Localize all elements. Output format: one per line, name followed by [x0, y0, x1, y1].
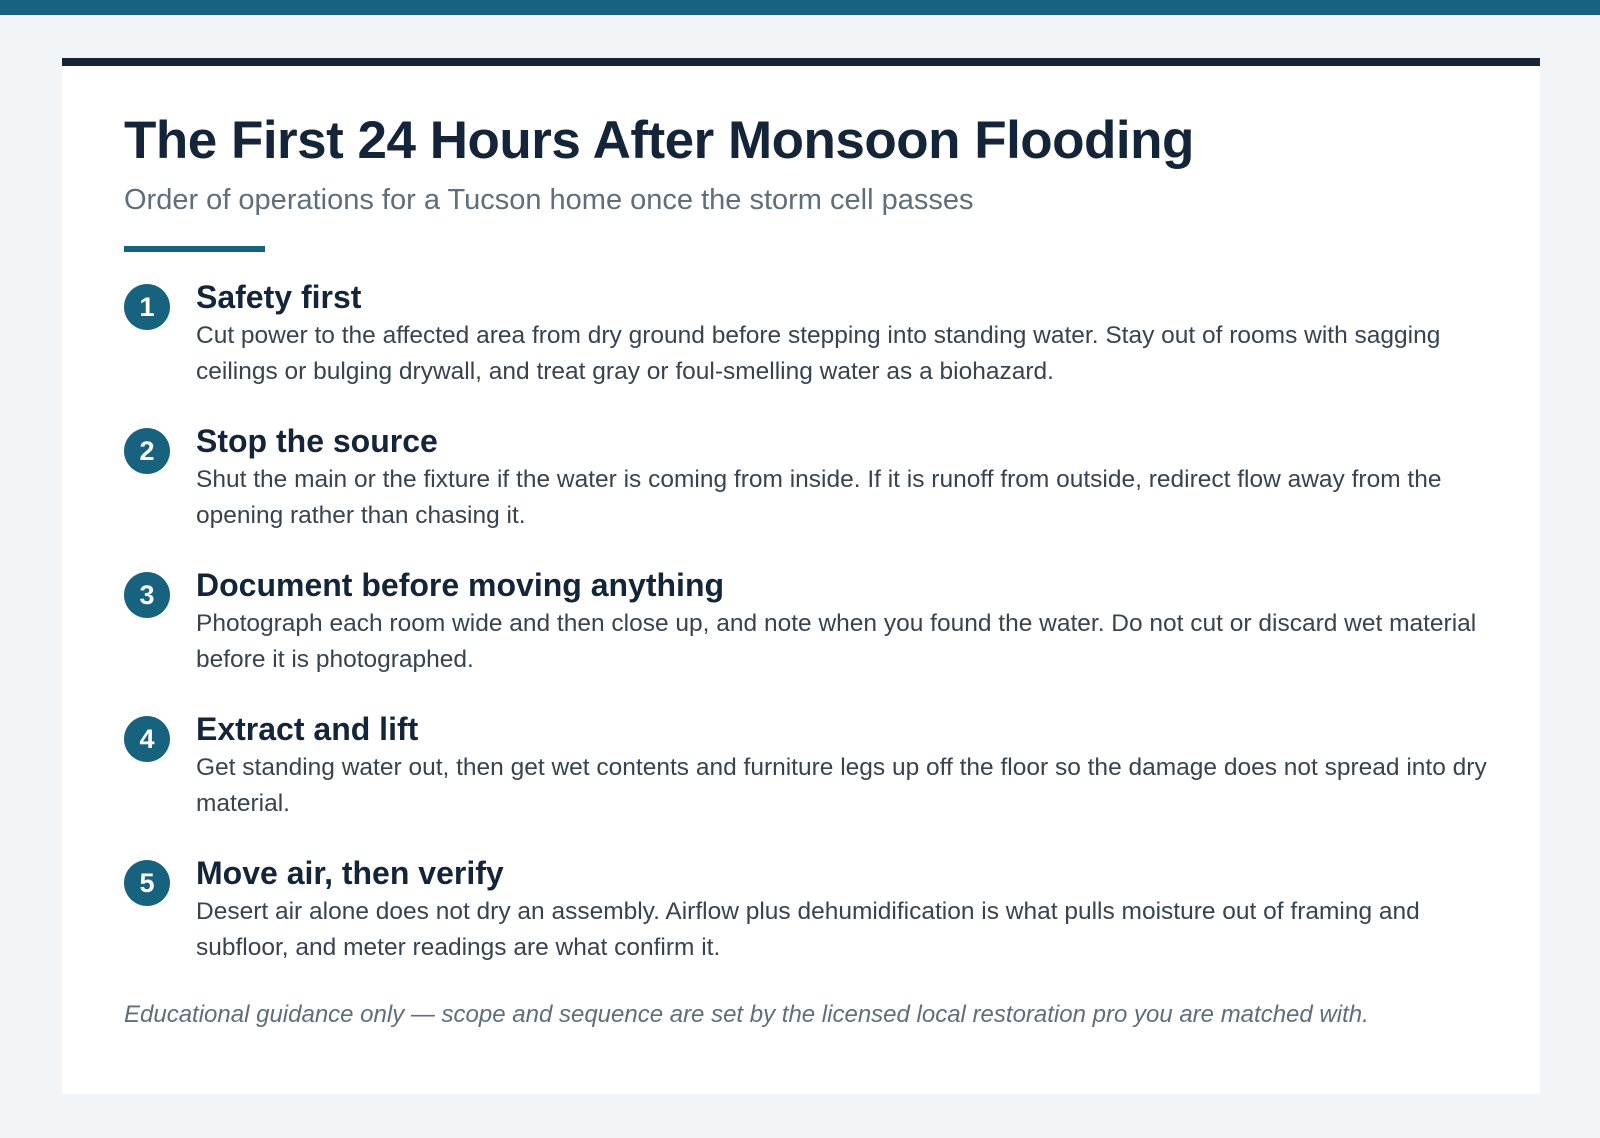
step-title: Document before moving anything [196, 567, 725, 603]
step-item [124, 706, 1487, 850]
step-title: Move air, then verify [196, 855, 504, 891]
step-title: Stop the source [196, 423, 438, 459]
step-item [124, 418, 1484, 562]
step-description: Photograph each room wide and then close up, and note when you found the water. Do not cut or discard wet material before it is photographed. [196, 610, 1477, 673]
step-item [124, 274, 1484, 418]
guide-card [62, 58, 1540, 1094]
step-number-badge: 2 [124, 428, 170, 474]
step-description: Cut power to the affected area from dry ground before stepping into standing water. Stay out of rooms with sagging ceilings or bulging drywall, and treat gray or foul-smelling water as a biohazard. [196, 322, 1441, 385]
steps-list [124, 274, 1487, 994]
step-item [124, 562, 1484, 706]
title-accent-rule [124, 246, 265, 252]
step-title: Safety first [196, 279, 362, 315]
step-description: Shut the main or the fixture if the water is coming from inside. If it is runoff from outside, redirect flow away from the opening rather than chasing it. [196, 466, 1442, 529]
step-number-badge: 1 [124, 284, 170, 330]
page-title: The First 24 Hours After Monsoon Flooding [124, 111, 1194, 170]
top-accent-band [0, 0, 1600, 15]
step-number-badge: 4 [124, 716, 170, 762]
step-description: Desert air alone does not dry an assembly. Airflow plus dehumidification is what pulls moisture out of framing and subfloor, and meter readings are what confirm it. [196, 898, 1420, 961]
step-item [124, 850, 1484, 994]
step-number-badge: 3 [124, 572, 170, 618]
step-title: Extract and lift [196, 711, 419, 747]
page-subtitle: Order of operations for a Tucson home once the storm cell passes [124, 184, 974, 216]
disclaimer-note: Educational guidance only — scope and sequence are set by the licensed local restoration pro you are matched with. [124, 1001, 1369, 1028]
step-number-badge: 5 [124, 860, 170, 906]
step-description: Get standing water out, then get wet contents and furniture legs up off the floor so the damage does not spread into dry material. [196, 754, 1487, 817]
